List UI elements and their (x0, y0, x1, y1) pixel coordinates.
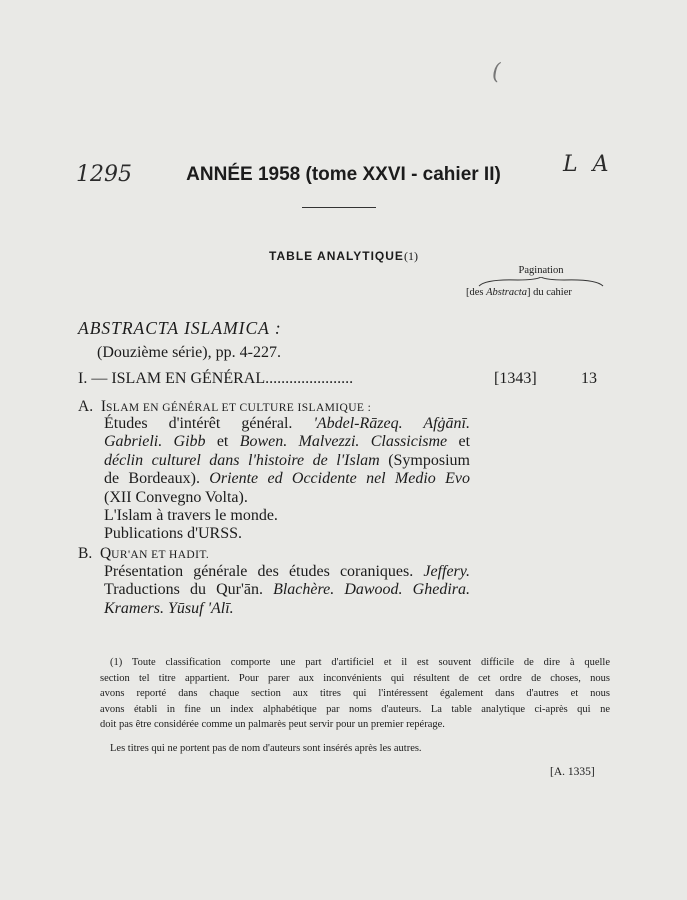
pagination-columns (466, 287, 572, 298)
section-1-ref: [1343] (494, 370, 537, 387)
subsection-b-letter: B. (78, 545, 93, 562)
subsection-b-line-2 (104, 581, 470, 599)
handwritten-page-number: 1295 (76, 162, 132, 187)
page-title: ANNÉE 1958 (tome XXVI - cahier II) (186, 164, 501, 185)
subsection-b-first-cap: Q (99, 545, 112, 562)
subsection-a-line-2 (104, 433, 470, 451)
entry-authors: Kramers. Yūsuf 'Alī. (104, 599, 234, 617)
pagination-abstracta: Abstracta (486, 287, 527, 298)
entry-text: et (447, 433, 471, 451)
entry-text: et (205, 433, 240, 451)
entry-authors: Gabrieli. Gibb (104, 433, 206, 451)
footer-reference: [A. 1335] (550, 766, 595, 778)
footnote-line: avons reporté dans chaque section aux titres qui l'intéressent également dans d'autres et nous (100, 688, 610, 700)
footnote (100, 655, 610, 757)
table-heading-label: TABLE ANALYTIQUE (269, 249, 404, 263)
subsection-b-caps: UR'AN ET HADIT. (111, 549, 210, 561)
entry-text: Présentation générale des études coraniques. (104, 563, 424, 580)
entry-authors: Blachère. Dawood. Ghedira. (273, 581, 470, 599)
entry-title: Oriente ed Occidente nel Medio Evo (209, 470, 471, 488)
handwritten-initials: L A (563, 152, 613, 177)
subsection-b-heading (78, 545, 209, 563)
subsection-a-body (104, 415, 470, 544)
subsection-a-heading (78, 398, 371, 416)
subsection-a-caps: SLAM EN GÉNÉRAL ET CULTURE ISLAMIQUE : (106, 402, 372, 414)
subsection-a-line-4 (104, 470, 470, 488)
entry-text: Études d'intérêt général. (104, 415, 314, 432)
subsection-b-body (104, 563, 470, 618)
footnote-line: section tel titre appartient. Pour parer aux inconvénients qui résultent de cet ordre de choses, nous (100, 672, 610, 684)
table-heading-note-ref: (1) (403, 249, 418, 263)
footnote-line: doit pas être considérée comme un palmarès peut servir pour un premier repérage. (100, 719, 445, 731)
pagination-bracket-close: ] du cahier (526, 287, 572, 298)
subsection-a-letter: A. (78, 398, 94, 415)
handwritten-tick: ( (492, 60, 501, 85)
entry-authors: Jeffery. (423, 563, 470, 580)
subsection-a-line-3 (104, 452, 470, 470)
abstracta-title: ABSTRACTA ISLAMICA : (78, 318, 282, 338)
subsection-a-line-7: Publications d'URSS. (104, 525, 243, 543)
entry-text: de Bordeaux). (104, 470, 210, 488)
abstracta-subtitle: (Douzième série), pp. 4-227. (97, 344, 281, 361)
entry-title: déclin culturel dans l'histoire de l'Islam (104, 451, 380, 469)
section-1-label: I. — ISLAM EN GÉNÉRAL...................... (78, 370, 354, 387)
subsection-a-line-6: L'Islam à travers le monde. (104, 507, 278, 525)
footnote-line: (1) Toute classification comporte une part d'artificiel et il est souvent difficile de dire à quelle (110, 657, 610, 668)
footnote-note-2: Les titres qui ne portent pas de nom d'auteurs sont insérés après les autres. (110, 742, 422, 754)
pagination-label: Pagination (518, 265, 564, 276)
subsection-b-line-3 (104, 600, 470, 618)
entry-text: (Symposium (379, 451, 470, 469)
subsection-a-first-cap: I (100, 398, 106, 415)
pagination-bracket-open: [des (466, 287, 487, 298)
subsection-a-line-1 (104, 415, 470, 433)
subsection-b-line-1 (104, 563, 470, 581)
entry-authors: Bowen. Malvezzi. Classicisme (239, 433, 448, 451)
table-heading (0, 249, 687, 264)
pagination-brace (478, 277, 604, 287)
entry-authors: 'Abdel-Rāzeq. Afġānī. (313, 415, 471, 432)
subsection-a-line-5: (XII Convegno Volta). (104, 488, 248, 506)
section-1-page: 13 (581, 370, 597, 387)
title-divider (302, 207, 376, 208)
footnote-paragraph (100, 655, 610, 733)
entry-text: Traductions du Qur'ān. (104, 581, 274, 599)
footnote-line: avons établi in fine un index alphabétique par noms d'auteurs. La table analytique ci-après qui ne (100, 703, 610, 715)
